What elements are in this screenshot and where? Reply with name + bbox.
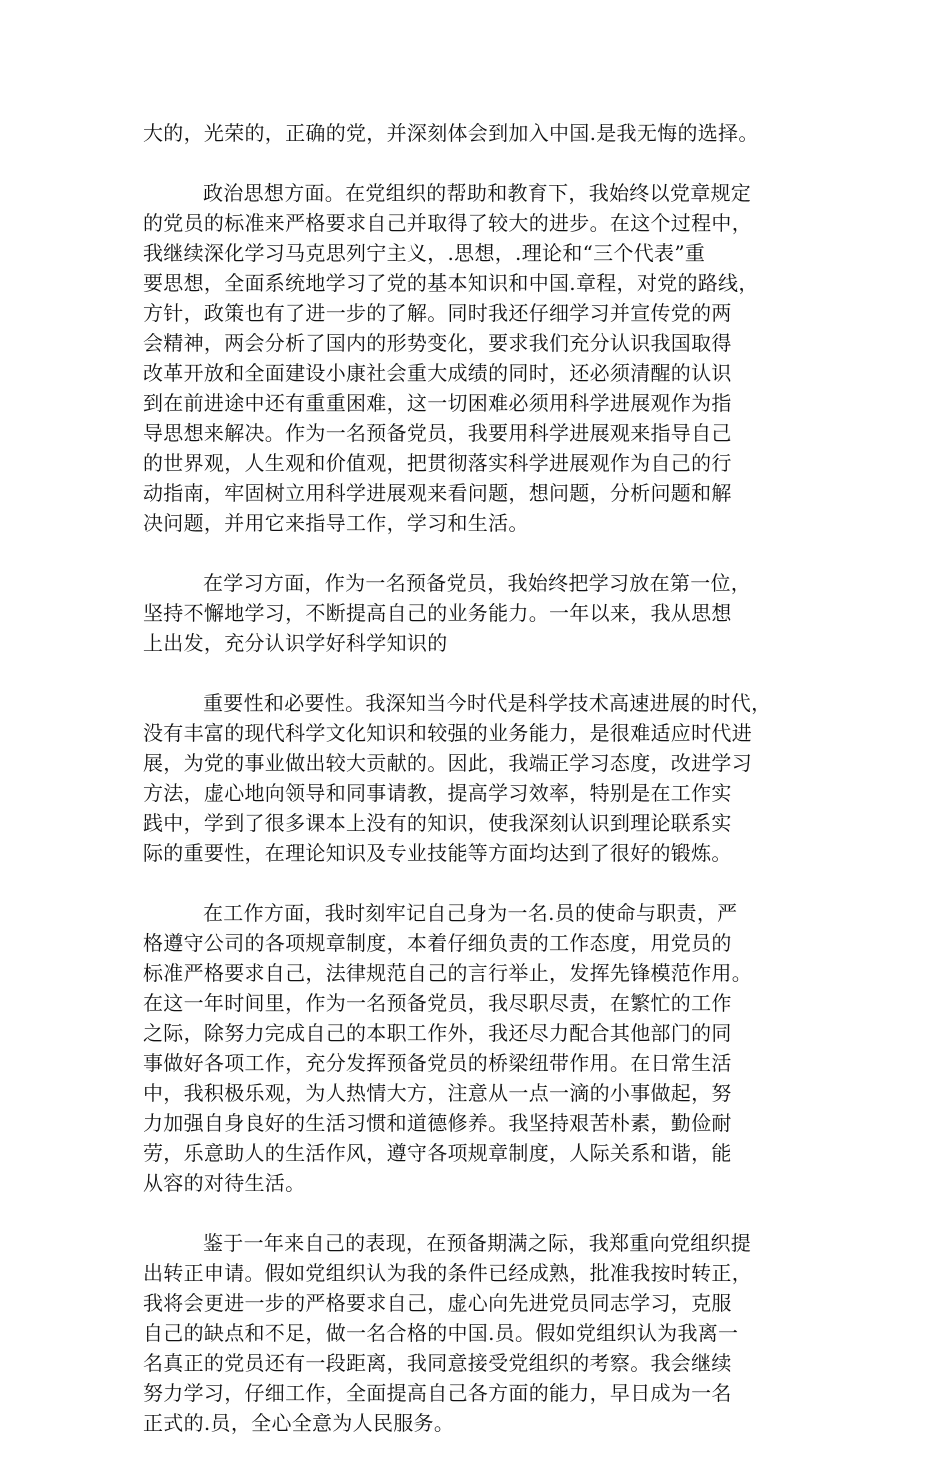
paragraph-importance <box>143 688 823 868</box>
text-line: 决问题，并用它来指导工作，学习和生活。 <box>143 511 529 535</box>
text-line: 劳，乐意助人的生活作风，遵守各项规章制度，人际关系和谐，能 <box>143 1141 732 1165</box>
text-line: 大的，光荣的，正确的党，并深刻体会到加入中国.是我无悔的选择。 <box>143 121 759 145</box>
text-line: 出转正申请。假如党组织认为我的条件已经成熟，批准我按时转正， <box>143 1261 752 1285</box>
text-line: 正式的.员，全心全意为人民服务。 <box>143 1411 455 1435</box>
text-line: 标准严格要求自己，法律规范自己的言行举止，发挥先锋模范作用。 <box>143 961 752 985</box>
text-line: 努力学习，仔细工作，全面提高自己各方面的能力，早日成为一名 <box>143 1381 732 1405</box>
text-line: 动指南，牢固树立用科学进展观来看问题，想问题，分析问题和解 <box>143 481 732 505</box>
text-line: 在工作方面，我时刻牢记自己身为一名.员的使命与职责，严 <box>203 901 738 925</box>
text-line: 方法，虚心地向领导和同事请教，提高学习效率，特别是在工作实 <box>143 781 732 805</box>
text-line: 之际，除努力完成自己的本职工作外，我还尽力配合其他部门的同 <box>143 1021 732 1045</box>
text-line: 在学习方面，作为一名预备党员，我始终把学习放在第一位， <box>203 571 752 595</box>
text-line: 力加强自身良好的生活习惯和道德修养。我坚持艰苦朴素，勤俭耐 <box>143 1111 732 1135</box>
text-line: 践中，学到了很多课本上没有的知识，使我深刻认识到理论联系实 <box>143 811 732 835</box>
text-line: 政治思想方面。在党组织的帮助和教育下，我始终以党章规定 <box>203 181 752 205</box>
text-line: 改革开放和全面建设小康社会重大成绩的同时，还必须清醒的认识 <box>143 361 732 385</box>
text-line: 的党员的标准来严格要求自己并取得了较大的进步。在这个过程中， <box>143 211 752 235</box>
text-line: 会精神，两会分析了国内的形势变化，要求我们充分认识我国取得 <box>143 331 732 355</box>
text-line: 从容的对待生活。 <box>143 1171 306 1195</box>
paragraph-application <box>143 1228 823 1438</box>
text-line: 方针，政策也有了进一步的了解。同时我还仔细学习并宣传党的两 <box>143 301 732 325</box>
paragraph-continuation <box>143 118 823 148</box>
text-line: 名真正的党员还有一段距离，我同意接受党组织的考察。我会继续 <box>143 1351 732 1375</box>
text-line: 际的重要性，在理论知识及专业技能等方面均达到了很好的锻炼。 <box>143 841 732 865</box>
text-line: 中，我积极乐观，为人热情大方，注意从一点一滴的小事做起，努 <box>143 1081 732 1105</box>
paragraph-work <box>143 898 823 1198</box>
text-line: 我将会更进一步的严格要求自己，虚心向先进党员同志学习，克服 <box>143 1291 732 1315</box>
text-line: 要思想，全面系统地学习了党的基本知识和中国.章程，对党的路线， <box>143 271 759 295</box>
text-line: 事做好各项工作，充分发挥预备党员的桥梁纽带作用。在日常生活 <box>143 1051 732 1075</box>
text-line: 展，为党的事业做出较大贡献的。因此，我端正学习态度，改进学习 <box>143 751 752 775</box>
text-line: 我继续深化学习马克思列宁主义，.思想，.理论和“三个代表”重 <box>143 241 706 265</box>
text-line: 重要性和必要性。我深知当今时代是科学技术高速进展的时代， <box>203 691 772 715</box>
paragraph-study <box>143 568 823 658</box>
text-line: 上出发，充分认识学好科学知识的 <box>143 631 448 655</box>
text-line: 格遵守公司的各项规章制度，本着仔细负责的工作态度，用党员的 <box>143 931 732 955</box>
text-line: 自己的缺点和不足，做一名合格的中国.员。假如党组织认为我离一 <box>143 1321 739 1345</box>
text-line: 坚持不懈地学习，不断提高自己的业务能力。一年以来，我从思想 <box>143 601 732 625</box>
text-line: 导思想来解决。作为一名预备党员，我要用科学进展观来指导自己 <box>143 421 732 445</box>
text-line: 的世界观，人生观和价值观，把贯彻落实科学进展观作为自己的行 <box>143 451 732 475</box>
text-line: 鉴于一年来自己的表现，在预备期满之际，我郑重向党组织提 <box>203 1231 752 1255</box>
text-line: 到在前进途中还有重重困难，这一切困难必须用科学进展观作为指 <box>143 391 732 415</box>
document-page <box>143 118 823 1468</box>
text-line: 在这一年时间里，作为一名预备党员，我尽职尽责，在繁忙的工作 <box>143 991 732 1015</box>
text-line: 没有丰富的现代科学文化知识和较强的业务能力，是很难适应时代进 <box>143 721 752 745</box>
paragraph-political-thought <box>143 178 823 538</box>
